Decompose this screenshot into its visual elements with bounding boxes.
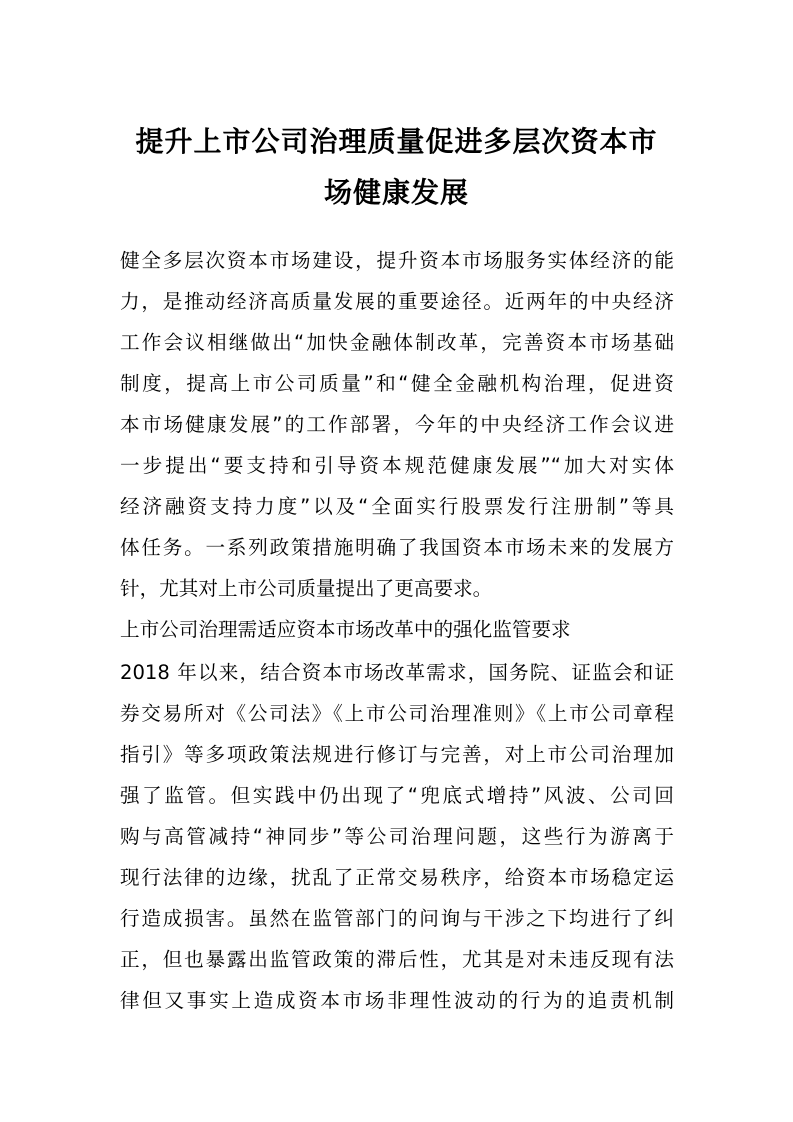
paragraph-line: 经济融资支持力度”以及“全面实行股票发行注册制”等具 <box>120 495 674 518</box>
paragraph-line: 本市场健康发展”的工作部署，今年的中央经济工作会议进 <box>120 413 674 436</box>
document-title-line-2: 场健康发展 <box>323 176 469 209</box>
document-title-line-1: 提升上市公司治理质量促进多层次资本市 <box>135 125 658 158</box>
paragraph-line: 一步提出“要支持和引导资本规范健康发展”“加大对实体 <box>120 454 674 477</box>
paragraph-line: 健全多层次资本市场建设，提升资本市场服务实体经济的能 <box>120 249 674 272</box>
paragraph-line: 正，但也暴露出监管政策的滞后性，尤其是对未违反现有法 <box>120 948 674 971</box>
paragraph-line: 体任务。一系列政策措施明确了我国资本市场未来的发展方 <box>120 536 674 559</box>
paragraph-line: 律但又事实上造成资本市场非理性波动的行为的追责机制 <box>120 989 674 1012</box>
paragraph-line: 强了监管。但实践中仍出现了“兜底式增持”风波、公司回 <box>120 784 674 807</box>
section-heading: 上市公司治理需适应资本市场改革中的强化监管要求 <box>120 618 571 641</box>
paragraph-line: 券交易所对《公司法》《上市公司治理准则》《上市公司章程 <box>120 702 674 725</box>
paragraph-line: 针，尤其对上市公司质量提出了更高要求。 <box>120 577 493 600</box>
paragraph-line: 现行法律的边缘，扰乱了正常交易秩序，给资本市场稳定运 <box>120 866 674 889</box>
paragraph-line: 行造成损害。虽然在监管部门的问询与干涉之下均进行了纠 <box>120 907 674 930</box>
paragraph-line: 工作会议相继做出“加快金融体制改革，完善资本市场基础 <box>120 331 674 354</box>
paragraph-line: 制度，提高上市公司质量”和“健全金融机构治理，促进资 <box>120 372 674 395</box>
paragraph-line: 2018 年以来，结合资本市场改革需求，国务院、证监会和证 <box>120 661 674 684</box>
paragraph-line: 力，是推动经济高质量发展的重要途径。近两年的中央经济 <box>120 290 674 313</box>
paragraph-line: 购与高管减持“神同步”等公司治理问题，这些行为游离于 <box>120 825 674 848</box>
paragraph-line: 指引》等多项政策法规进行修订与完善，对上市公司治理加 <box>120 743 674 766</box>
